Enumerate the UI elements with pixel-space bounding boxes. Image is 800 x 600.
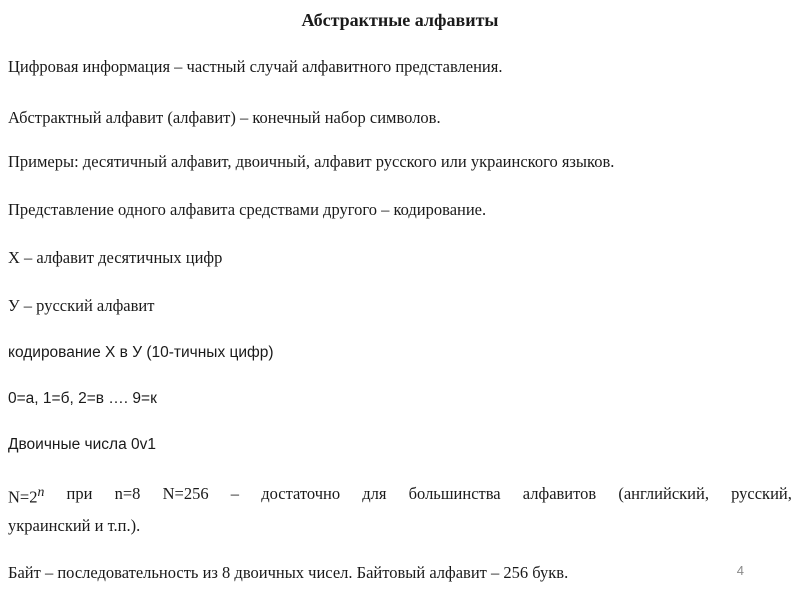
text-line-y-alphabet: У – русский алфавит — [8, 296, 155, 315]
power-exponent: n — [37, 484, 45, 499]
text-line-byte: Байт – последовательность из 8 двоичных чисел. Байтовый алфавит – 256 букв. — [8, 563, 569, 582]
formula-word: большинства — [408, 484, 501, 503]
text-line-digital-info: Цифровая информация – частный случай алфавитного представления. — [8, 57, 503, 76]
page-number: 4 — [736, 563, 744, 578]
text-line-power-formula — [8, 484, 792, 508]
power-formula — [8, 484, 44, 508]
text-line-encoding: Представление одного алфавита средствами другого – кодирование. — [8, 200, 487, 219]
text-line-power-formula-cont: украинский и т.п.). — [8, 516, 141, 535]
text-line-encoding-x-in-y: кодирование Х в У (10-тичных цифр) — [8, 344, 274, 361]
formula-word: русский, — [731, 484, 792, 503]
text-line-abstract-alphabet: Абстрактный алфавит (алфавит) – конечный набор символов. — [8, 108, 441, 127]
formula-word: – — [230, 484, 240, 503]
slide-title: Абстрактные алфавиты — [301, 10, 499, 30]
formula-word: N=256 — [162, 484, 209, 503]
formula-word: алфавитов — [522, 484, 597, 503]
power-base: N=2 — [8, 487, 38, 507]
text-line-digit-mapping: 0=а, 1=б, 2=в …. 9=к — [8, 390, 157, 407]
formula-word: для — [362, 484, 387, 503]
formula-word: (английский, — [618, 484, 709, 503]
text-line-x-alphabet: Х – алфавит десятичных цифр — [8, 248, 223, 267]
text-line-examples: Примеры: десятичный алфавит, двоичный, алфавит русского или украинского языков. — [8, 152, 615, 171]
formula-word: достаточно — [261, 484, 341, 503]
formula-word: n=8 — [114, 484, 141, 503]
formula-word: при — [66, 484, 93, 503]
text-line-binary-numbers: Двоичные числа 0v1 — [8, 436, 156, 453]
